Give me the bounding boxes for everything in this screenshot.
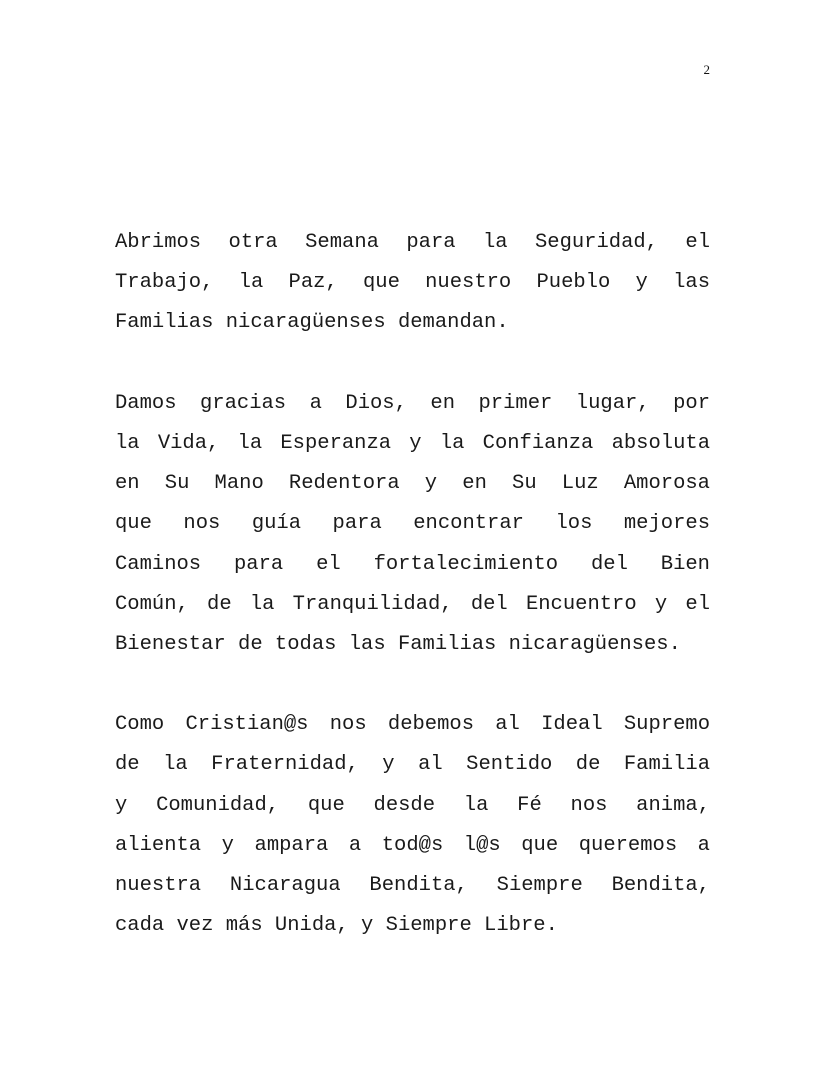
paragraph-1 <box>115 223 710 344</box>
text-line: nuestra Nicaragua Bendita, Siempre Bendita, <box>115 874 710 897</box>
text-line: y Comunidad, que desde la Fé nos anima, <box>115 793 710 817</box>
text-line: Damos gracias a Dios, en primer lugar, por <box>115 391 710 415</box>
text-line: la Vida, la Esperanza y la Confianza absoluta <box>115 431 710 455</box>
text-line: Abrimos otra Semana para la Seguridad, el <box>115 231 710 254</box>
text-line: Familias nicaragüenses demandan. <box>115 311 509 335</box>
text-line: Como Cristian@s nos debemos al Ideal Supremo <box>115 713 710 737</box>
paragraph-2 <box>115 384 710 665</box>
body-text <box>115 223 710 987</box>
text-line: Común, de la Tranquilidad, del Encuentro y el <box>115 592 710 616</box>
text-line: alienta y ampara a tod@s l@s que queremos a <box>115 833 710 857</box>
text-line: Bienestar de todas las Familias nicaragüenses. <box>115 632 681 656</box>
text-line: Caminos para el fortalecimiento del Bien <box>115 552 710 576</box>
paragraph-3 <box>115 705 710 946</box>
text-line: que nos guía para encontrar los mejores <box>115 512 710 536</box>
page-number: 2 <box>703 62 710 77</box>
text-line: Trabajo, la Paz, que nuestro Pueblo y las <box>115 271 710 295</box>
text-line: en Su Mano Redentora y en Su Luz Amorosa <box>115 472 710 496</box>
text-line: cada vez más Unida, y Siempre Libre. <box>115 914 558 938</box>
text-line: de la Fraternidad, y al Sentido de Familia <box>115 753 710 777</box>
